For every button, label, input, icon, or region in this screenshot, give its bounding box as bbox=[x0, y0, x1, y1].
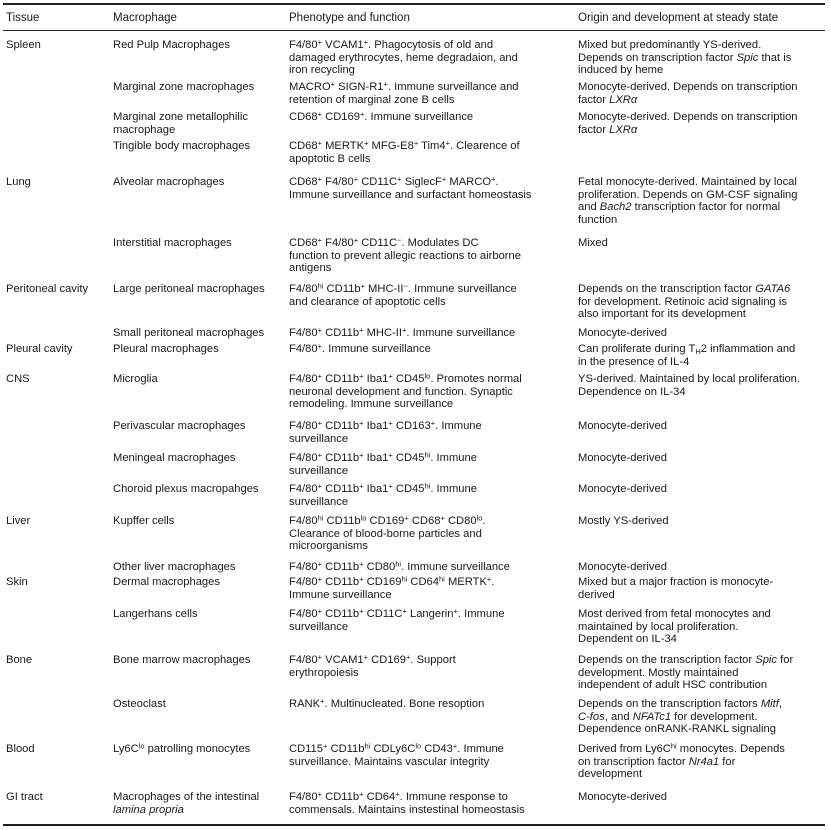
header-rule bbox=[3, 30, 825, 31]
cell-line: also important for its development bbox=[578, 308, 746, 321]
origin-cell bbox=[578, 515, 669, 528]
phenotype-cell bbox=[289, 561, 510, 574]
origin-cell bbox=[578, 327, 667, 340]
cell-line: iron recycling bbox=[289, 64, 355, 77]
cell-line: commensals. Maintains instestinal homeostasis bbox=[289, 803, 525, 816]
cell-line: $Ly6C^{lo}$ patrolling monocytes bbox=[113, 741, 251, 755]
tissue-cell bbox=[6, 743, 35, 756]
macrophage-cell bbox=[113, 39, 230, 52]
cell-line: erythropoiesis bbox=[289, 666, 359, 679]
cell-line: Lung bbox=[6, 176, 31, 188]
origin-cell bbox=[578, 608, 771, 646]
cell-line: Can proliferate during $T_H2$ inflammation and bbox=[578, 343, 796, 356]
cell-line: Monocyte-derived bbox=[578, 791, 667, 803]
cell-line: proliferation. Depends on GM-CSF signaling bbox=[578, 188, 798, 201]
cell-line: CD115+ $CD11b^{hi}$ $CDLy6C^{lo}$ CD43+. Immune bbox=[289, 741, 504, 755]
cell-line: F4/80+ CD11b+ $CD169^{hi}$ $CD64^{hi}$ MERTK+. bbox=[289, 574, 495, 588]
cell-line: surveillance. Maintains vascular integrity bbox=[289, 755, 490, 768]
macrophage-cell bbox=[113, 373, 158, 386]
cell-line: surveillance bbox=[289, 464, 349, 477]
macrophage-cell bbox=[113, 176, 224, 189]
cell-line: F4/80+ CD11b+ CD64+. Immune response to bbox=[289, 789, 508, 803]
cell-line: induced by heme bbox=[578, 64, 664, 77]
cell-line: Most derived from fetal monocytes and bbox=[578, 608, 771, 620]
origin-cell bbox=[578, 343, 795, 368]
cell-line: CNS bbox=[6, 373, 30, 385]
cell-line: Macrophages of the intestinal bbox=[113, 791, 260, 803]
tissue-cell bbox=[6, 343, 73, 356]
tissue-cell bbox=[6, 176, 31, 189]
macrophage-cell bbox=[113, 237, 232, 250]
cell-line: Depends on transcription factor Spic that is bbox=[578, 51, 792, 64]
cell-line: Immune surveillance and surfactant homeostasis bbox=[289, 188, 532, 201]
macrophage-cell bbox=[113, 483, 259, 496]
cell-line: F4/80+ VCAM1+. Phagocytosis of old and bbox=[289, 37, 494, 51]
origin-cell bbox=[578, 743, 785, 781]
cell-line: Monocyte-derived bbox=[578, 327, 667, 339]
cell-line: Dependence onRANK-RANKL signaling bbox=[578, 723, 776, 736]
macrophage-cell bbox=[113, 81, 254, 94]
origin-cell bbox=[578, 452, 667, 465]
cell-line: CD68+ CD169+. Immune surveillance bbox=[289, 109, 474, 123]
cell-line: F4/80+ CD11b+ Iba1+ $CD45^{lo}$. Promotes normal bbox=[289, 371, 522, 385]
cell-line: retention of marginal zone B cells bbox=[289, 93, 455, 106]
origin-cell bbox=[578, 561, 667, 574]
cell-line: CD68+ F4/80+ CD11C+ SiglecF+ MARCO+. bbox=[289, 174, 499, 188]
macrophage-cell bbox=[113, 576, 220, 589]
cell-line: Monocyte-derived bbox=[578, 483, 667, 495]
cell-line: Peritoneal cavity bbox=[6, 283, 89, 295]
cell-line: macrophage bbox=[113, 123, 176, 136]
origin-cell bbox=[578, 576, 773, 601]
cell-line: Fetal monocyte-derived. Maintained by local bbox=[578, 176, 797, 188]
cell-line: Choroid plexus macropahges bbox=[113, 483, 259, 495]
header-phenotype: Phenotype and function bbox=[289, 12, 410, 24]
cell-line: Alveolar macrophages bbox=[113, 176, 225, 188]
cell-line: Mostly YS-derived bbox=[578, 515, 669, 527]
origin-cell bbox=[578, 698, 782, 736]
cell-line: Depends on the transcription factor Spic for bbox=[578, 654, 794, 666]
cell-line: Dependence on IL-34 bbox=[578, 385, 686, 398]
cell-line: and Bach2 transcription factor for normal bbox=[578, 201, 781, 214]
cell-line: independent of adult HSC contribution bbox=[578, 679, 768, 692]
cell-line: function bbox=[578, 213, 618, 226]
tissue-cell bbox=[6, 791, 43, 804]
cell-line: F4/80+ CD11b+ Iba1+ $CD45^{hi}$. Immune bbox=[289, 481, 477, 495]
origin-cell bbox=[578, 654, 793, 692]
cell-line: Pleural cavity bbox=[6, 343, 73, 355]
cell-line: Mixed bbox=[578, 237, 608, 249]
origin-cell bbox=[578, 176, 798, 226]
cell-line: factor LXRα bbox=[578, 123, 638, 136]
cell-line: CD68+ MERTK+ MFG-E8+ Tim4+. Clearence of bbox=[289, 138, 520, 152]
cell-line: Other liver macrophages bbox=[113, 561, 236, 573]
phenotype-cell bbox=[289, 791, 525, 816]
tissue-cell bbox=[6, 576, 28, 589]
origin-cell bbox=[578, 111, 798, 136]
phenotype-cell bbox=[289, 420, 482, 445]
macrophage-cell bbox=[113, 698, 166, 711]
origin-cell bbox=[578, 373, 800, 398]
cell-line: Monocyte-derived. Depends on transcription bbox=[578, 111, 798, 123]
cell-line: YS-derived. Maintained by local proliferation. bbox=[578, 373, 801, 385]
macrophage-cell bbox=[113, 608, 198, 621]
phenotype-cell bbox=[289, 343, 431, 356]
phenotype-cell bbox=[289, 373, 522, 411]
cell-line: F4/80+ CD11b+ Iba1+ CD163+. Immune bbox=[289, 418, 482, 432]
cell-line: Small peritoneal macrophages bbox=[113, 327, 265, 339]
cell-line: Spleen bbox=[6, 39, 41, 51]
macrophage-cell bbox=[113, 654, 250, 667]
phenotype-cell bbox=[289, 654, 456, 679]
tissue-cell bbox=[6, 283, 88, 296]
cell-line: maintained by local proliferation. bbox=[578, 620, 739, 633]
header-origin: Origin and development at steady state bbox=[578, 12, 779, 24]
tissue-cell bbox=[6, 515, 30, 528]
origin-cell bbox=[578, 791, 667, 804]
cell-line: function to prevent allegic reactions to airborne bbox=[289, 249, 521, 262]
phenotype-cell bbox=[289, 140, 520, 165]
cell-line: C-fos, and NFATc1 for development. bbox=[578, 710, 758, 723]
phenotype-cell bbox=[289, 39, 518, 77]
cell-line: Kupffer cells bbox=[113, 515, 175, 527]
phenotype-cell bbox=[289, 515, 486, 553]
cell-line: neuronal development and function. Synaptic bbox=[289, 385, 513, 398]
cell-line: microorganisms bbox=[289, 540, 368, 553]
cell-line: surveillance bbox=[289, 495, 349, 508]
macrophage-cell bbox=[113, 420, 245, 433]
cell-line: Perivascular macrophages bbox=[113, 420, 246, 432]
origin-cell bbox=[578, 420, 667, 433]
macrophage-cell bbox=[113, 111, 248, 136]
cell-line: CD68+ F4/80+ CD11C−. Modulates DC bbox=[289, 235, 479, 249]
macrophage-cell bbox=[113, 452, 236, 465]
origin-cell bbox=[578, 39, 791, 77]
phenotype-cell bbox=[289, 576, 494, 601]
cell-line: derived bbox=[578, 588, 615, 601]
phenotype-cell bbox=[289, 483, 477, 508]
cell-line: and clearance of apoptotic cells bbox=[289, 295, 446, 308]
cell-line: Depends on the transcription factors Mitf, bbox=[578, 698, 782, 710]
cell-line: lamina propria bbox=[113, 803, 184, 816]
origin-cell bbox=[578, 237, 608, 250]
phenotype-cell bbox=[289, 698, 484, 711]
cell-line: MACRO+ SIGN-R1+. Immune surveillance and bbox=[289, 79, 519, 93]
phenotype-cell bbox=[289, 608, 505, 633]
cell-line: Osteoclast bbox=[113, 698, 166, 710]
cell-line: Monocyte-derived bbox=[578, 561, 667, 573]
cell-line: apoptotic B cells bbox=[289, 152, 371, 165]
cell-line: Microglia bbox=[113, 373, 158, 385]
cell-line: Mixed but a major fraction is monocyte- bbox=[578, 576, 774, 588]
macrophage-cell bbox=[113, 743, 250, 756]
table-bottom-rule bbox=[3, 824, 825, 826]
cell-line: Liver bbox=[6, 515, 31, 527]
macrophage-cell bbox=[113, 515, 174, 528]
tissue-cell bbox=[6, 373, 30, 386]
cell-line: surveillance bbox=[289, 432, 349, 445]
macrophage-cell bbox=[113, 561, 236, 574]
cell-line: Clearance of blood-borne particles and bbox=[289, 527, 482, 540]
cell-line: on transcription factor Nr4a1 for bbox=[578, 755, 736, 768]
origin-cell bbox=[578, 483, 667, 496]
cell-line: surveillance bbox=[289, 620, 349, 633]
cell-line: RANK+. Multinucleated. Bone resoption bbox=[289, 696, 485, 710]
cell-line: GI tract bbox=[6, 791, 43, 803]
cell-line: F4/80+. Immune surveillance bbox=[289, 341, 431, 355]
cell-line: in the presence of IL-4 bbox=[578, 355, 690, 368]
cell-line: F4/80+ VCAM1+ CD169+. Support bbox=[289, 652, 456, 666]
cell-line: F4/80+ CD11b+ MHC-II+. Immune surveillance bbox=[289, 325, 516, 339]
cell-line: F4/80+ CD11b+ $CD80^{hi}$. Immune surveillance bbox=[289, 559, 510, 573]
cell-line: Large peritoneal macrophages bbox=[113, 283, 265, 295]
macrophage-cell bbox=[113, 327, 264, 340]
cell-line: Interstitial macrophages bbox=[113, 237, 232, 249]
header-macrophage: Macrophage bbox=[113, 12, 177, 24]
tissue-cell bbox=[6, 39, 41, 52]
cell-line: Skin bbox=[6, 576, 28, 588]
cell-line: Dependent on IL-34 bbox=[578, 633, 677, 646]
phenotype-cell bbox=[289, 237, 521, 275]
cell-line: Marginal zone metallophilic bbox=[113, 111, 248, 123]
header-tissue: Tissue bbox=[6, 12, 40, 24]
cell-line: damaged erythrocytes, heme degradaion, and bbox=[289, 51, 518, 64]
tissue-cell bbox=[6, 654, 32, 667]
macrophage-cell bbox=[113, 343, 219, 356]
macrophage-cell bbox=[113, 283, 265, 296]
phenotype-cell bbox=[289, 176, 532, 201]
cell-line: Monocyte-derived bbox=[578, 452, 667, 464]
phenotype-cell bbox=[289, 283, 517, 308]
cell-line: for development. Retinoic acid signaling is bbox=[578, 295, 787, 308]
phenotype-cell bbox=[289, 327, 515, 340]
cell-line: remodeling. Immune surveillance bbox=[289, 398, 454, 411]
cell-line: Marginal zone macrophages bbox=[113, 81, 255, 93]
cell-line: Depends on the transcription factor GATA6 bbox=[578, 283, 791, 295]
cell-line: F4/80+ CD11b+ CD11C+ Langerin+. Immune bbox=[289, 606, 505, 620]
cell-line: Tingible body macrophages bbox=[113, 140, 251, 152]
cell-line: Bone bbox=[6, 654, 33, 666]
phenotype-cell bbox=[289, 743, 504, 768]
cell-line: antigens bbox=[289, 262, 332, 275]
cell-line: Pleural macrophages bbox=[113, 343, 219, 355]
cell-line: Langerhans cells bbox=[113, 608, 198, 620]
cell-line: Immune surveillance bbox=[289, 588, 392, 601]
cell-line: Bone marrow macrophages bbox=[113, 654, 251, 666]
cell-line: $F4/80^{hi}$ $CD11b^{lo}$ CD169+ CD68+ $CD80^{lo}$. bbox=[289, 513, 486, 527]
macrophage-cell bbox=[113, 791, 259, 816]
table-top-rule bbox=[3, 3, 825, 5]
cell-line: Monocyte-derived. Depends on transcription bbox=[578, 81, 798, 93]
cell-line: Derived from $Ly6C^{hi}$ monocytes. Depends bbox=[578, 741, 785, 755]
origin-cell bbox=[578, 283, 790, 321]
cell-line: Monocyte-derived bbox=[578, 420, 667, 432]
cell-line: development bbox=[578, 768, 643, 781]
phenotype-cell bbox=[289, 111, 473, 124]
cell-line: Mixed but predominantly YS-derived. bbox=[578, 39, 762, 51]
origin-cell bbox=[578, 81, 798, 106]
cell-line: development. Mostly maintained bbox=[578, 666, 739, 679]
cell-line: Red Pulp Macrophages bbox=[113, 39, 230, 51]
cell-line: Dermal macrophages bbox=[113, 576, 220, 588]
phenotype-cell bbox=[289, 452, 477, 477]
cell-line: factor LXRα bbox=[578, 93, 638, 106]
cell-line: Blood bbox=[6, 743, 35, 755]
cell-line: Meningeal macrophages bbox=[113, 452, 236, 464]
cell-line: $F4/80^{hi}$ CD11b+ MHC-II−. Immune surveillance bbox=[289, 281, 517, 295]
cell-line: F4/80+ CD11b+ Iba1+ $CD45^{hi}$. Immune bbox=[289, 450, 477, 464]
phenotype-cell bbox=[289, 81, 519, 106]
macrophage-cell bbox=[113, 140, 250, 153]
